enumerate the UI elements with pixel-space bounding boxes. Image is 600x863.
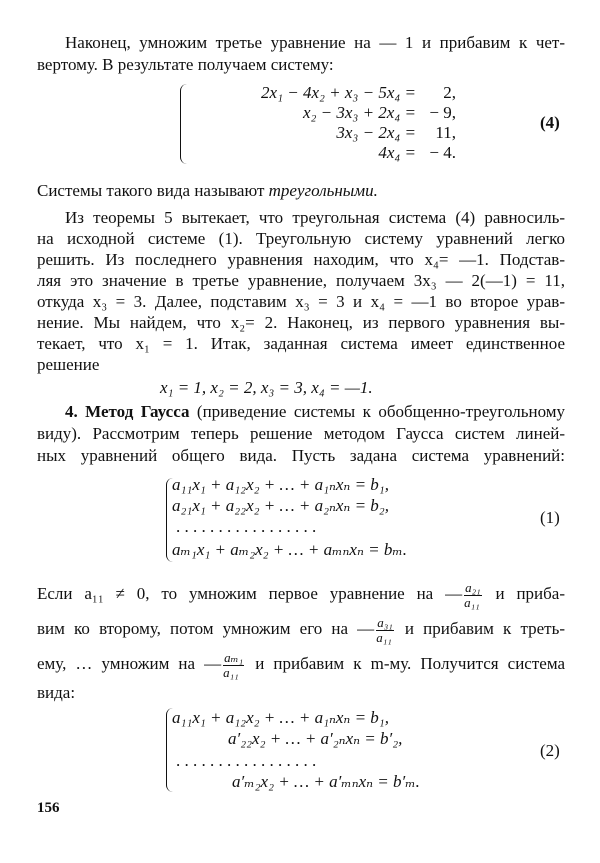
text-line: на исходной системе (1). Треугольную систему уравнений легко: [37, 229, 565, 248]
ellipsis-row: . . . . . . . . . . . . . . . . .: [176, 751, 317, 770]
equation-row: [186, 123, 456, 143]
equation-row: [186, 83, 456, 103]
text: и прибавим к треть-: [404, 619, 565, 638]
denominator: a₁₁: [223, 664, 239, 680]
text-line: [37, 613, 565, 645]
equation-lhs: 2x₁ − 4x₂ + x₃ − 5x₄ =: [261, 83, 416, 102]
text: и приба-: [495, 584, 566, 603]
denominator: a₁₁: [376, 629, 392, 645]
text: вим ко второму, потом умножим его на —: [37, 619, 375, 638]
text-line: виду). Рассмотрим теперь решение методом Гаусса систем линей-: [37, 424, 565, 443]
numerator: a₂₁: [465, 579, 481, 595]
equation-number: (4): [540, 113, 560, 132]
text: Если a₁₁ ≠ 0, то умножим первое уравнение на —: [37, 584, 463, 603]
equation-row: a′₂₂x₂ + … + a′₂ₙxₙ = b′₂,: [228, 729, 403, 748]
text: Системы такого вида называют: [37, 181, 265, 200]
italic-term: треугольными.: [268, 181, 378, 200]
text: (приведение системы к обобщенно-треугольному: [196, 402, 565, 421]
equation-rhs: 2,: [443, 83, 456, 102]
text: ему, … умножим на —: [37, 654, 222, 673]
numerator: a₃₁: [377, 614, 393, 630]
text-line: ных уравнений общего вида. Пусть задана система уравнений:: [37, 446, 565, 465]
denominator: a₁₁: [464, 594, 480, 610]
text-line: вида:: [37, 683, 76, 702]
fraction: [464, 581, 482, 610]
equation-lhs: 4x₄ =: [378, 143, 416, 162]
equation-number: (1): [540, 508, 560, 527]
section-heading-line: [65, 402, 565, 422]
equation-row: aₘ₁x₁ + aₘ₂x₂ + … + aₘₙxₙ = bₘ.: [172, 540, 408, 559]
section-heading: 4. Метод Гаусса: [65, 402, 190, 421]
text-line: Наконец, умножим третье уравнение на — 1 и прибавим к чет-: [65, 33, 565, 52]
equation-rhs: − 9,: [429, 103, 456, 122]
text-line: Из теоремы 5 вытекает, что треугольная система (4) равносиль-: [65, 208, 565, 227]
fraction: [376, 616, 394, 645]
text-line: решение: [37, 355, 100, 374]
equation-number: (2): [540, 741, 560, 760]
equation-row: a₂₁x₁ + a₂₂x₂ + … + a₂ₙxₙ = b₂,: [172, 496, 389, 515]
text-line: вертому. В результате получаем систему:: [37, 55, 334, 74]
text-line: текает, что x₁ = 1. Итак, заданная система имеет единственное: [37, 334, 565, 353]
text-line: нение. Мы найдем, что x₂= 2. Наконец, из первого уравнения вы-: [37, 313, 565, 332]
page-number: 156: [37, 800, 60, 816]
equation-row: a₁₁x₁ + a₁₂x₂ + … + a₁ₙxₙ = b₁,: [172, 475, 389, 494]
solution-line: x₁ = 1, x₂ = 2, x₃ = 3, x₄ = —1.: [160, 378, 373, 397]
text-line: [37, 181, 565, 201]
equation-rhs: − 4.: [429, 143, 456, 162]
numerator: aₘ₁: [224, 649, 244, 665]
fraction: [223, 651, 244, 680]
equation-lhs: 3x₃ − 2x₄ =: [336, 123, 416, 142]
text-line: [37, 578, 565, 610]
text-line: откуда x₃ = 3. Далее, подставим x₃ = 3 и x₄ = —1 во второе урав-: [37, 292, 565, 311]
text-line: [37, 648, 565, 680]
equation-lhs: x₂ − 3x₃ + 2x₄ =: [302, 103, 416, 122]
text: и прибавим к m-му. Получится система: [255, 654, 566, 673]
text-line: решить. Из последнего уравнения находим, что x₄= —1. Подстав-: [37, 250, 565, 269]
equation-row: a₁₁x₁ + a₁₂x₂ + … + a₁ₙxₙ = b₁,: [172, 708, 389, 727]
equation-row: a′ₘ₂x₂ + … + a′ₘₙxₙ = b′ₘ.: [232, 772, 420, 791]
equation-rhs: 11,: [435, 123, 456, 142]
equation-row: [186, 143, 456, 163]
equation-row: [186, 103, 456, 123]
text-line: ляя это значение в третье уравнение, получаем 3x₃ — 2(—1) = 11,: [37, 271, 565, 290]
ellipsis-row: . . . . . . . . . . . . . . . . .: [176, 517, 317, 536]
